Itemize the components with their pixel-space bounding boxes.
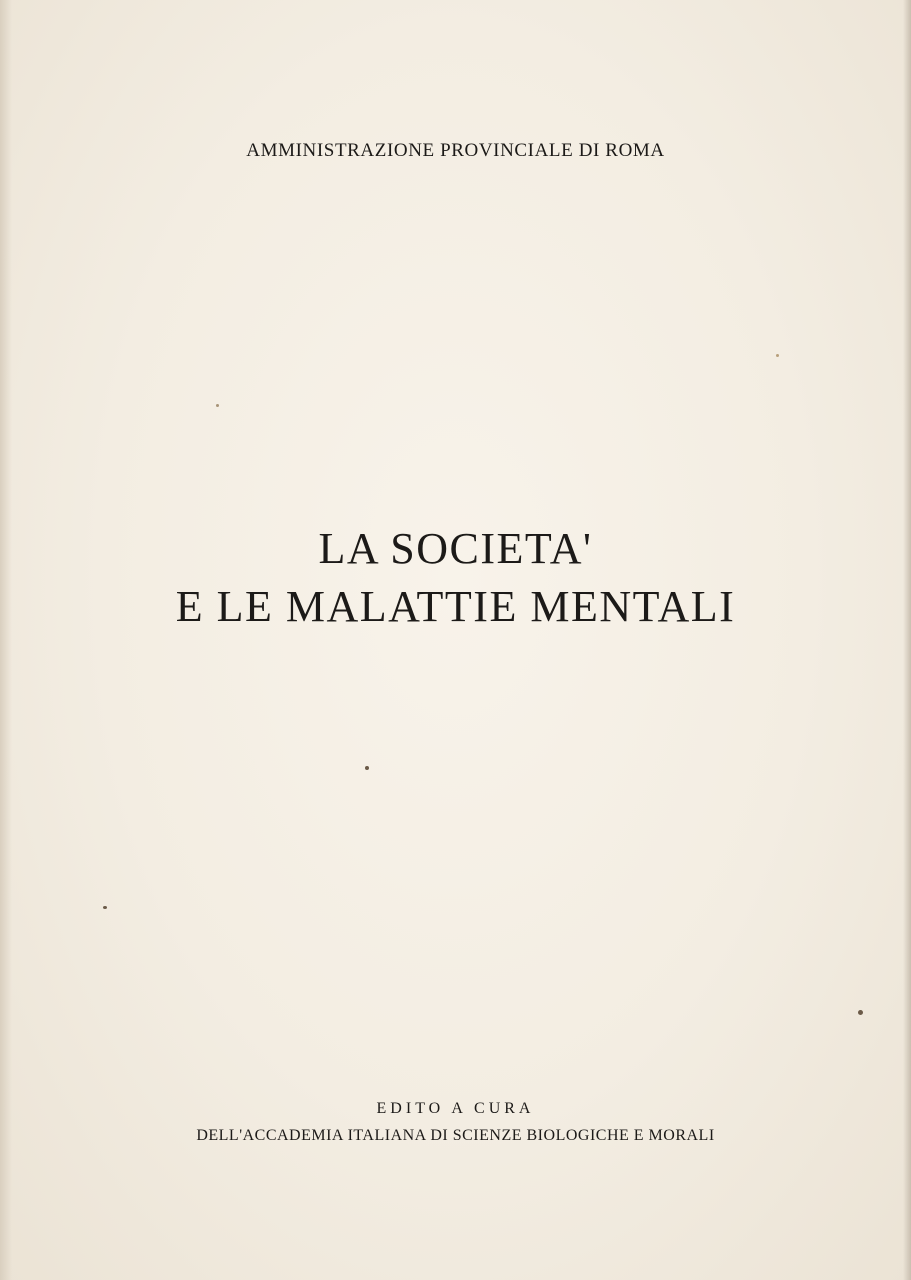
paper-speck bbox=[858, 1010, 863, 1015]
book-title bbox=[0, 520, 911, 636]
title-line-2: E LE MALATTIE MENTALI bbox=[175, 582, 736, 631]
title-line-1: LA SOCIETA' bbox=[318, 524, 593, 573]
publisher-heading: AMMINISTRAZIONE PROVINCIALE DI ROMA bbox=[246, 140, 665, 161]
credit-line-1: EDITO A CURA bbox=[376, 1100, 535, 1117]
paper-speck bbox=[216, 404, 219, 407]
paper-speck bbox=[103, 906, 107, 909]
credit-line-2: DELL'ACCADEMIA ITALIANA DI SCIENZE BIOLOGICHE E MORALI bbox=[196, 1127, 715, 1144]
paper-speck bbox=[776, 354, 779, 357]
editor-credit bbox=[0, 1095, 911, 1149]
paper-speck bbox=[365, 766, 369, 770]
